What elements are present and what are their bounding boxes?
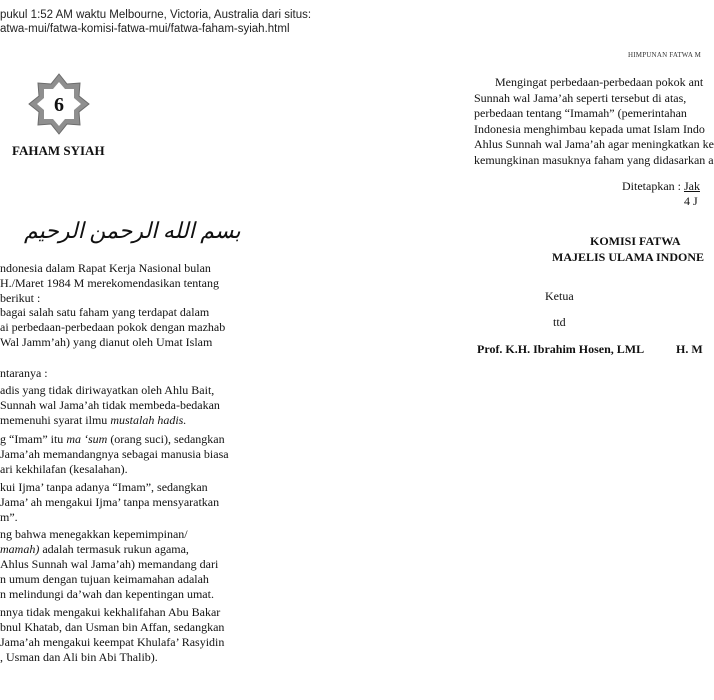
item1-italic: mustalah hadis. xyxy=(110,413,187,427)
item2-text-b: (orang suci), sedangkan xyxy=(107,432,225,446)
item2-line: ari kekhilafan (kesalahan). xyxy=(0,462,128,476)
ditetapkan-place: Jak xyxy=(683,179,700,193)
right-para-line: Sunnah wal Jama’ah seperti tersebut di atas, xyxy=(474,91,687,105)
bismillah-calligraphy: بسم الله الرحمن الرحيم xyxy=(24,218,241,243)
right-para-line: Indonesia menghimbau kepada umat Islam Indo xyxy=(474,122,705,136)
ketua-label: Ketua xyxy=(545,289,574,303)
item5-line: bnul Khatab, dan Usman bin Affan, sedangkan xyxy=(0,620,225,634)
date-fragment: 4 J xyxy=(684,194,698,208)
majelis-heading: MAJELIS ULAMA INDONE xyxy=(552,250,705,264)
item2-text-a: g “Imam” itu xyxy=(0,432,67,446)
item4-line: n melindungi da’wah dan kepentingan umat. xyxy=(0,587,214,601)
item4-text-b: adalah termasuk rukun agama, xyxy=(39,542,189,556)
right-para-line: perbedaan tentang “Imamah” (pemerintahan xyxy=(474,106,687,120)
signatory-1: Prof. K.H. Ibrahim Hosen, LML xyxy=(477,342,645,356)
source-url-line-2: atwa-mui/fatwa-komisi-fatwa-mui/fatwa-faham-syiah.html xyxy=(0,23,290,35)
item4-line: Ahlus Sunnah wal Jama’ah) memandang dari xyxy=(0,557,219,571)
intro-line: ndonesia dalam Rapat Kerja Nasional bulan xyxy=(0,261,211,275)
item5-line: Jama’ah mengakui keempat Khulafa’ Rasyidin xyxy=(0,635,225,649)
para1-line: ai perbedaan-perbedaan pokok dengan mazhab xyxy=(0,320,226,334)
item1-line: adis yang tidak diriwayatkan oleh Ahlu Bait, xyxy=(0,383,215,397)
item4-line xyxy=(0,542,189,557)
ditetapkan-label: Ditetapkan : xyxy=(622,179,684,193)
item3-line: m”. xyxy=(0,510,18,524)
item4-line: ng bahwa menegakkan kepemimpinan/ xyxy=(0,527,188,541)
para1-line: Wal Jamm’ah) yang dianut oleh Umat Islam xyxy=(0,335,213,349)
chapter-number-star-icon xyxy=(28,73,90,135)
item1-line xyxy=(0,413,186,428)
item2-line: Jama’ah memandangnya sebagai manusia biasa xyxy=(0,447,229,461)
ditetapkan-line xyxy=(622,179,700,195)
item2-line xyxy=(0,432,225,447)
item3-line: Jama’ ah mengakui Ijma’ tanpa mensyaratkan xyxy=(0,495,220,509)
item1-line: Sunnah wal Jama’ah tidak membeda-bedakan xyxy=(0,398,220,412)
item1-text: memenuhi syarat ilmu xyxy=(0,413,111,427)
right-para-line: Mengingat perbedaan-perbedaan pokok ant xyxy=(495,75,704,89)
item5-line: , Usman dan Ali bin Abi Thalib). xyxy=(0,650,158,664)
item2-italic: ma ‘sum xyxy=(66,432,108,446)
antaranya-line: ntaranya : xyxy=(0,366,48,380)
item3-line: kui Ijma’ tanpa adanya “Imam”, sedangkan xyxy=(0,480,208,494)
source-url-line-1: pukul 1:52 AM waktu Melbourne, Victoria, Australia dari situs: xyxy=(0,9,312,21)
item4-italic: mamah) xyxy=(0,542,40,556)
intro-line: berikut : xyxy=(0,291,41,305)
signatory-2: H. M xyxy=(676,342,703,356)
item5-line: nnya tidak mengakui kekhalifahan Abu Bakar xyxy=(0,605,221,619)
right-para-line: kemungkinan masuknya faham yang didasarkan a xyxy=(474,153,714,167)
intro-line: H./Maret 1984 M merekomendasikan tentang xyxy=(0,276,219,290)
item4-line: n umum dengan tujuan keimamahan adalah xyxy=(0,572,209,586)
chapter-title: FAHAM SYIAH xyxy=(12,143,105,158)
chapter-number: 6 xyxy=(54,94,64,116)
right-para-line: Ahlus Sunnah wal Jama’ah agar meningkatkan ke xyxy=(474,137,714,151)
running-head: HIMPUNAN FATWA M xyxy=(628,51,702,59)
ttd-label: ttd xyxy=(553,315,566,329)
komisi-fatwa-heading: KOMISI FATWA xyxy=(590,234,681,248)
para1-line: bagai salah satu faham yang terdapat dalam xyxy=(0,305,210,319)
